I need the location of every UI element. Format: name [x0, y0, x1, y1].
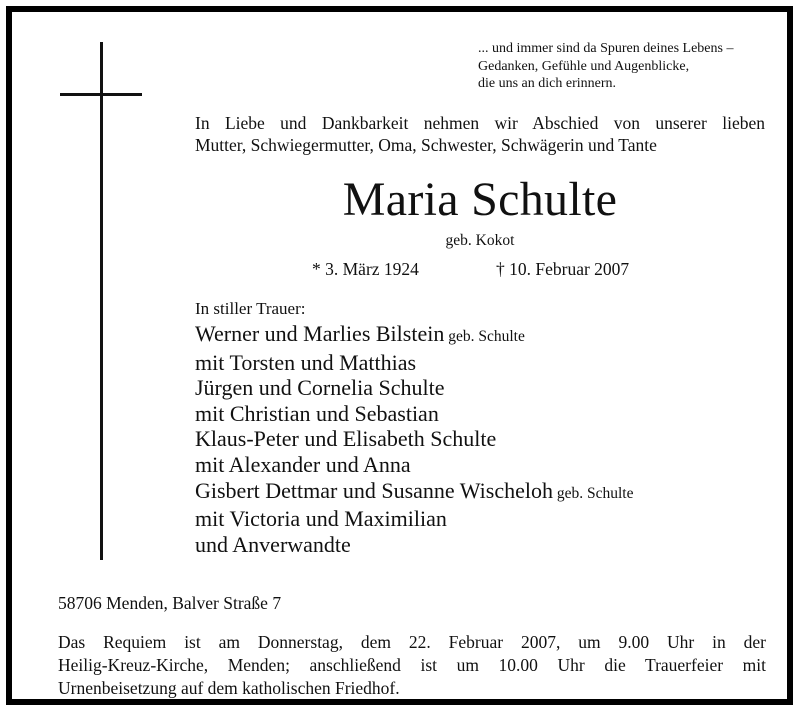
- intro-line: Mutter, Schwiegermutter, Oma, Schwester, Schwägerin und Tante: [195, 135, 657, 155]
- mourner-line: [195, 532, 633, 558]
- requiem-line: Das Requiem ist am Donnerstag, dem 22. Februar 2007, um 9.00 Uhr in der: [58, 632, 766, 652]
- quote-line: Gedanken, Gefühle und Augenblicke,: [478, 58, 690, 74]
- mourner-line: [195, 375, 633, 401]
- maiden-name: geb. Kokot: [445, 232, 515, 249]
- quote-line: ... und immer sind da Spuren deines Lebens –: [478, 41, 734, 56]
- cross-vertical-bar: [100, 42, 103, 560]
- mourner-line: [195, 506, 633, 532]
- mourner-names: Werner und Marlies Bilstein: [195, 321, 445, 346]
- quote-line: die uns an dich erinnern.: [478, 76, 617, 91]
- obituary-frame: [6, 6, 793, 705]
- mourner-nee: geb. Schulte: [444, 328, 525, 345]
- requiem-notice: [58, 631, 766, 700]
- mourner-nee: geb. Schulte: [552, 484, 634, 502]
- mourner-names: mit Alexander und Anna: [195, 451, 411, 477]
- farewell-intro: [195, 112, 765, 156]
- mourner-line: [195, 401, 633, 427]
- mourner-line: [195, 426, 633, 452]
- mourner-names: mit Christian und Sebastian: [195, 400, 439, 426]
- mourner-names: mit Torsten und Matthias: [195, 349, 417, 375]
- mourner-names: Gisbert Dettmar und Susanne Wischeloh: [195, 477, 553, 503]
- mourner-names: Jürgen und Cornelia Schulte: [195, 375, 445, 401]
- memorial-quote: [478, 40, 778, 93]
- intro-line: In Liebe und Dankbarkeit nehmen wir Abschied von unserer lieben: [195, 113, 765, 133]
- mourning-label: In stiller Trauer:: [195, 299, 306, 318]
- death-date: † 10. Februar 2007: [496, 259, 630, 279]
- cross-horizontal-bar: [60, 93, 142, 96]
- mourner-line: [195, 478, 633, 507]
- requiem-line: Heilig-Kreuz-Kirche, Menden; anschließend ist um 10.00 Uhr die Trauerfeier mit: [58, 655, 766, 675]
- mourners-list: [195, 321, 633, 557]
- requiem-line: Urnenbeisetzung auf dem katholischen Friedhof.: [58, 678, 400, 698]
- mourner-line: [195, 350, 633, 376]
- mourner-names: und Anverwandte: [195, 531, 351, 557]
- mourner-names: Klaus-Peter und Elisabeth Schulte: [195, 426, 497, 452]
- mourner-names: mit Victoria und Maximilian: [195, 506, 447, 532]
- birth-date: * 3. März 1924: [312, 259, 419, 279]
- family-address: 58706 Menden, Balver Straße 7: [58, 593, 282, 613]
- deceased-name: Maria Schulte: [342, 173, 618, 226]
- mourner-line: [195, 321, 633, 350]
- mourner-line: [195, 452, 633, 478]
